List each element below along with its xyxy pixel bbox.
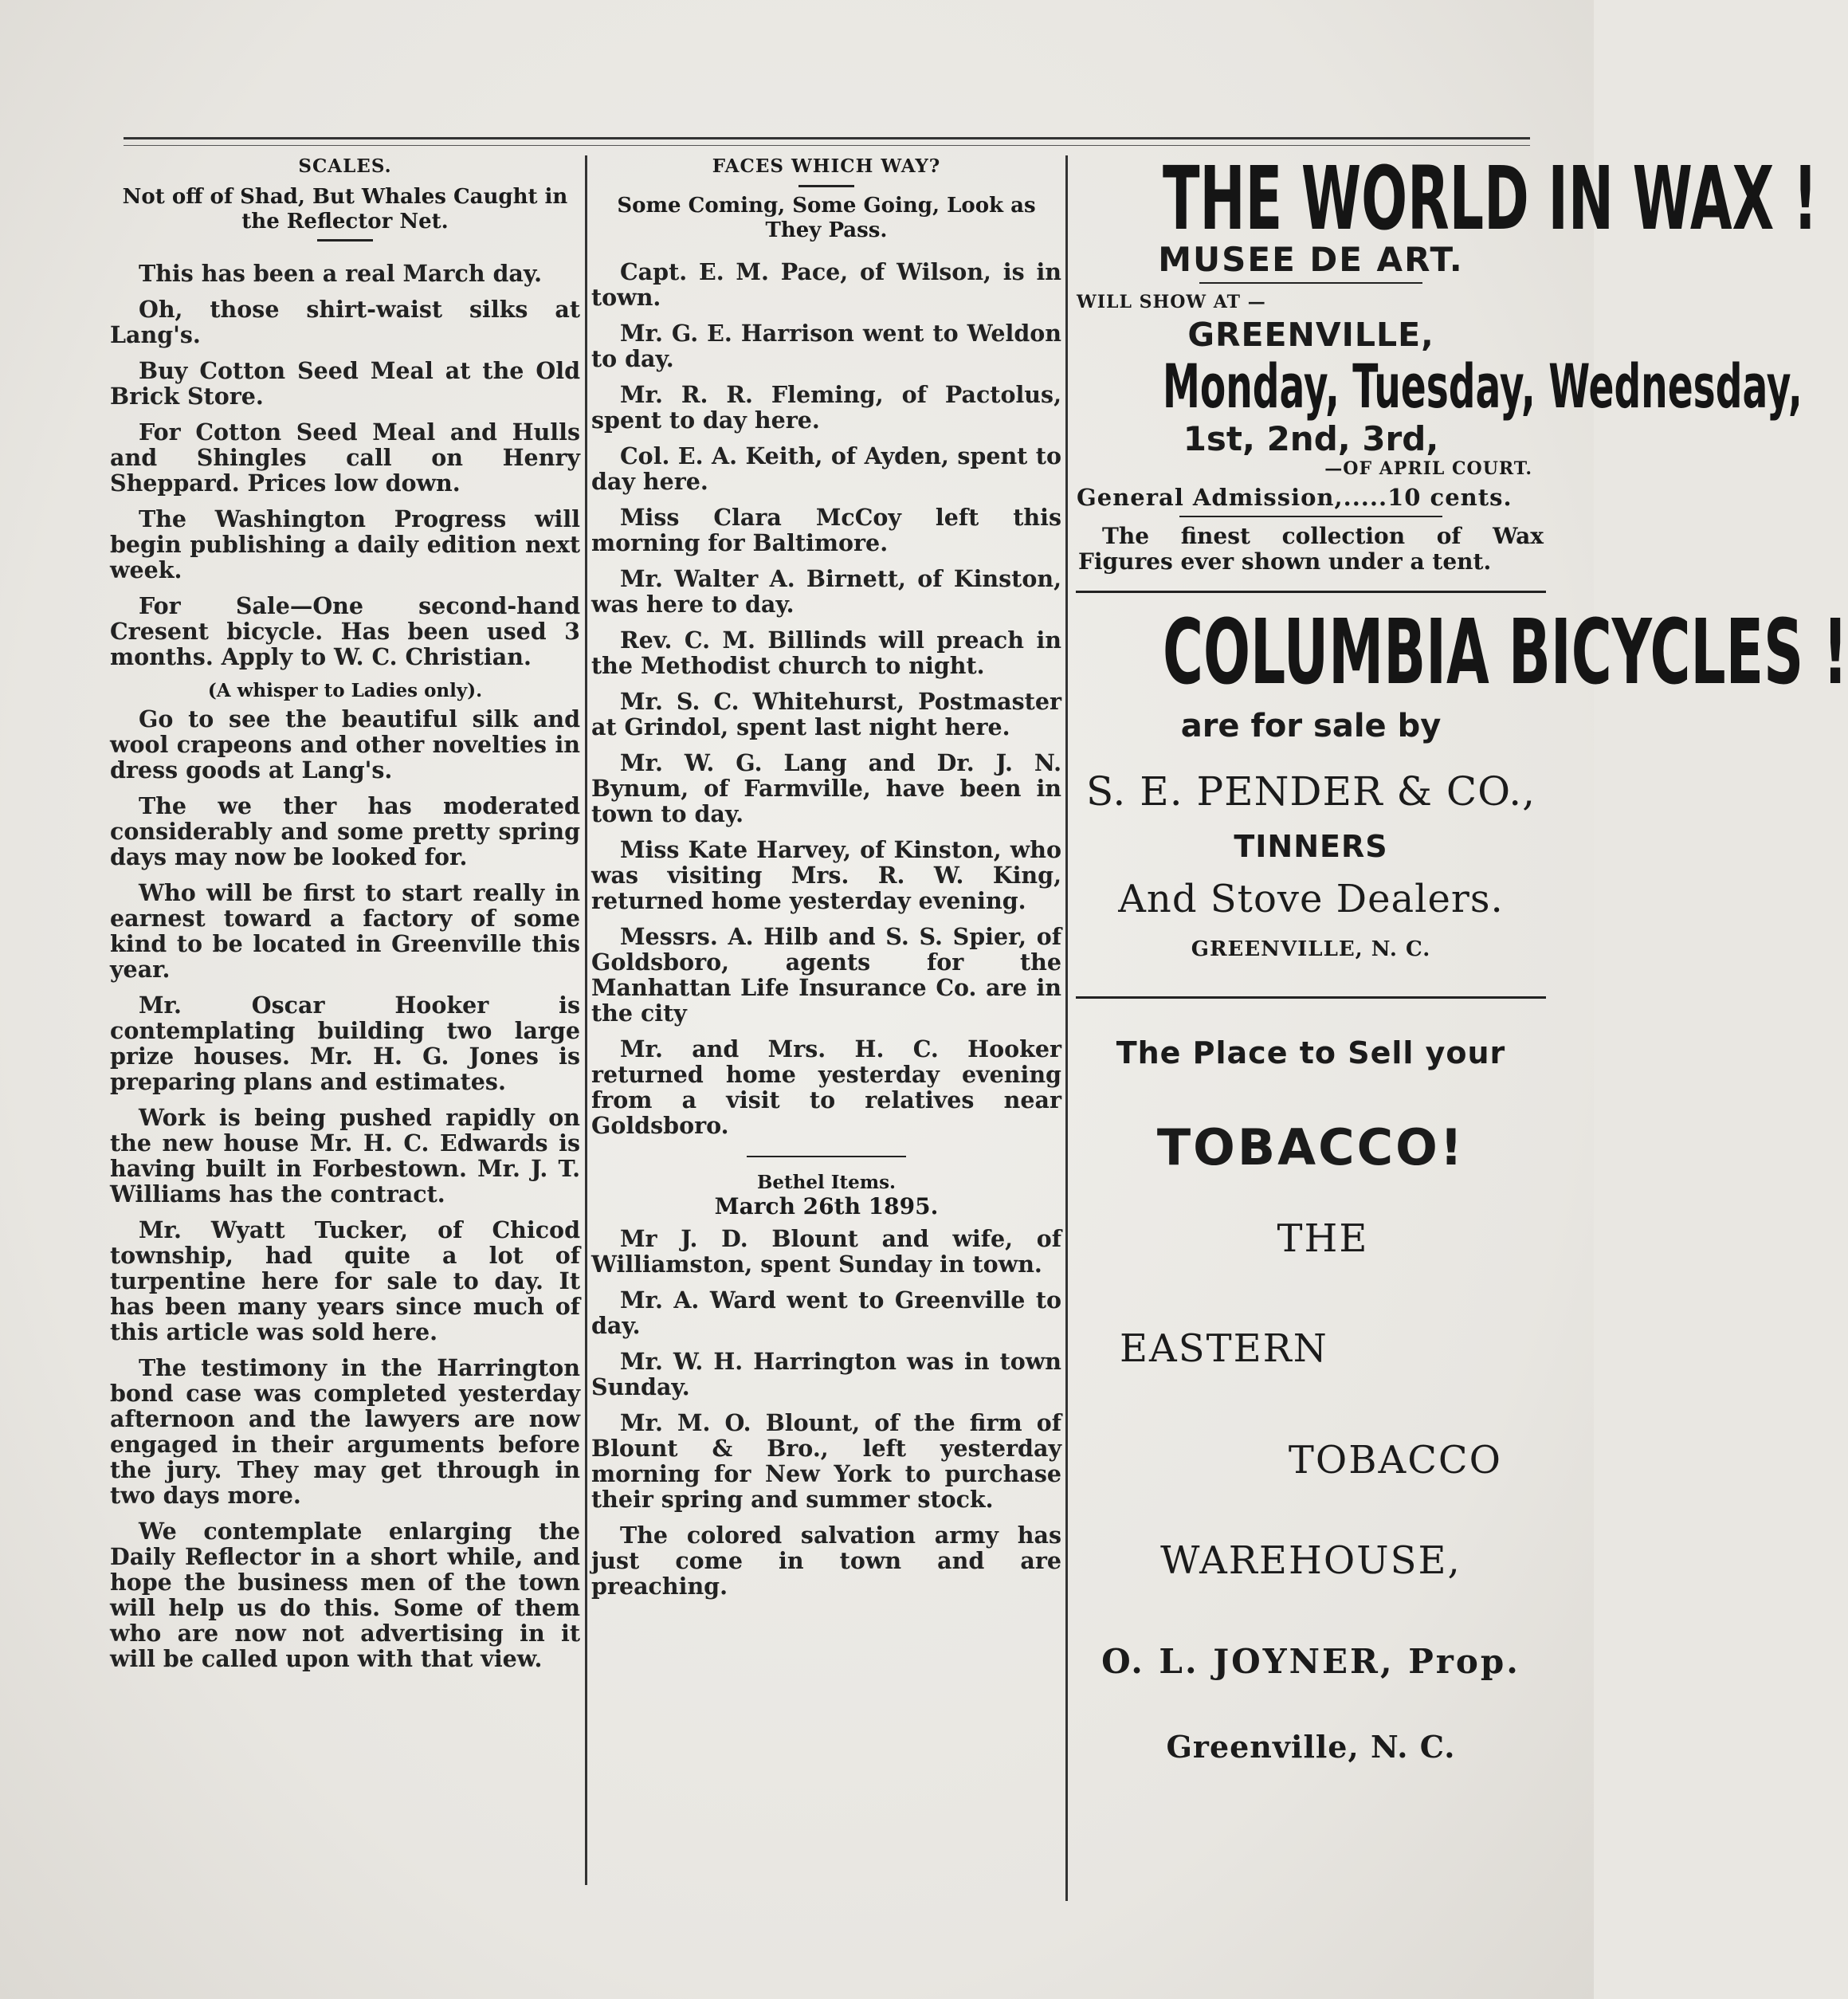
warehouse-tobacco: TOBACCO <box>1288 1438 1502 1483</box>
news-item: The testimony in the Harrington bond case was completed yesterday afternoon and the lawyers are now engaged in their arguments before the jury. They may get through in two days more. <box>110 1354 580 1509</box>
news-item: Oh, those shirt-waist silks at Lang's. <box>110 296 580 348</box>
news-item: Mr. W. G. Lang and Dr. J. N. Bynum, of Farmville, have been in town to day. <box>591 749 1061 827</box>
news-item: Mr. Oscar Hooker is contemplating building two large prize houses. Mr. H. G. Jones is preparing plans and estimates. <box>110 992 580 1095</box>
column-subheading: Not off of Shad, But Whales Caught in the Reflector Net. <box>122 185 568 234</box>
news-item: Col. E. A. Keith, of Ayden, spent to day here. <box>591 442 1061 495</box>
place-to-sell: The Place to Sell your <box>1116 1035 1506 1070</box>
news-item: Work is being pushed rapidly on the new house Mr. H. C. Edwards is having built in Forbestown. Mr. J. T. Williams has the contract. <box>110 1104 580 1208</box>
column-faces <box>591 155 1061 1609</box>
pender-name: S. E. PENDER & CO., <box>1085 768 1536 815</box>
column-heading: SCALES. <box>298 155 392 177</box>
bethel-date: March 26th 1895. <box>714 1193 939 1219</box>
wax-title: THE WORLD IN WAX ! <box>1163 147 1819 249</box>
court-label: —OF APRIL COURT. <box>1324 458 1532 479</box>
sale-by: are for sale by <box>1180 708 1442 744</box>
column-subheading: Some Coming, Some Going, Look as They Pass. <box>617 194 1036 242</box>
news-item: Capt. E. M. Pace, of Wilson, is in town. <box>591 258 1061 311</box>
news-item: Go to see the beautiful silk and wool crapeons and other novelties in dress goods at Lang's. <box>110 705 580 783</box>
news-item: The colored salvation army has just come in town and are preaching. <box>591 1522 1061 1600</box>
news-item: Mr. M. O. Blount, of the firm of Blount & Bro., left yesterday morning for New York to purchase their spring and summer stock. <box>591 1409 1061 1513</box>
ad-separator <box>1076 996 1546 999</box>
whisper-note: (A whisper to Ladies only). <box>207 680 483 701</box>
bicycle-advertisement <box>1072 601 1848 961</box>
news-item: Mr. and Mrs. H. C. Hooker returned home yesterday evening from a visit to relatives near Goldsboro. <box>591 1035 1061 1139</box>
news-item: Mr. W. H. Harrington was in town Sunday. <box>591 1348 1061 1400</box>
heading-rule <box>317 239 373 242</box>
news-item: Who will be first to start really in earnest toward a factory of some kind to be located in Greenville this year. <box>110 879 580 983</box>
news-item: For Cotton Seed Meal and Hulls and Shingles call on Henry Sheppard. Prices low down. <box>110 418 580 497</box>
news-item: Mr. R. R. Fleming, of Pactolus, spent to day here. <box>591 381 1061 434</box>
column-scales <box>110 155 580 1682</box>
news-item: Mr J. D. Blount and wife, of Williamston, spent Sunday in town. <box>591 1225 1061 1278</box>
admission-price: General Admission,.....10 cents. <box>1077 484 1513 511</box>
heading-rule <box>798 185 854 187</box>
warehouse-word: WAREHOUSE, <box>1160 1538 1462 1583</box>
show-dates: 1st, 2nd, 3rd, <box>1183 419 1439 458</box>
news-item: We contemplate enlarging the Daily Reflector in a short while, and hope the business men of the town will help us do this. Some of them who are now not advertising in it will be called upon with that view. <box>110 1518 580 1672</box>
stove-dealers: And Stove Dealers. <box>1118 877 1504 921</box>
news-item: This has been a real March day. <box>139 260 543 287</box>
musee-title: MUSEE DE ART. <box>1158 240 1464 279</box>
news-item: Miss Kate Harvey, of Kinston, who was visiting Mrs. R. W. King, returned home yesterday evening. <box>591 836 1061 914</box>
news-item: Mr. A. Ward went to Greenville to day. <box>591 1286 1061 1339</box>
news-item: Mr. Wyatt Tucker, of Chicod township, had quite a lot of turpentine here for sale to day. It has been many years since much of this article was sold here. <box>110 1216 580 1345</box>
warehouse-eastern: EASTERN <box>1120 1326 1328 1371</box>
news-item: The we ther has moderated considerably and some pretty spring days may now be looked for. <box>110 792 580 870</box>
will-show-label: WILL SHOW AT — <box>1077 292 1266 312</box>
tobacco-advertisement <box>1072 1035 1550 1765</box>
news-item: The Washington Progress will begin publishing a daily edition next week. <box>110 505 580 583</box>
news-item: Rev. C. M. Billinds will preach in the Methodist church to night. <box>591 626 1061 679</box>
news-item: Messrs. A. Hilb and S. S. Spier, of Goldsboro, agents for the Manhattan Life Insurance Co. are in the city <box>591 923 1061 1027</box>
news-item: Mr. S. C. Whitehurst, Postmaster at Grindol, spent last night here. <box>591 688 1061 740</box>
bethel-heading: Bethel Items. <box>756 1172 897 1193</box>
admission-rule <box>1179 516 1442 517</box>
top-rule <box>124 137 1530 139</box>
news-item: Mr. G. E. Harrison went to Weldon to day. <box>591 320 1061 372</box>
column-divider-2 <box>1065 155 1068 1901</box>
column-heading: FACES WHICH WAY? <box>712 155 941 177</box>
column-ads <box>1072 147 1848 1765</box>
proprietor-town: Greenville, N. C. <box>1166 1729 1456 1765</box>
section-rule <box>747 1156 906 1157</box>
top-rule-thin <box>124 145 1530 146</box>
news-item: Buy Cotton Seed Meal at the Old Brick Store. <box>110 357 580 410</box>
show-days: Monday, Tuesday, Wednesday, <box>1163 351 1803 422</box>
show-town: GREENVILLE, <box>1187 316 1434 354</box>
warehouse-the: THE <box>1277 1216 1369 1261</box>
ad-separator <box>1076 591 1546 593</box>
pender-town: GREENVILLE, N. C. <box>1191 937 1431 961</box>
news-item: For Sale—One second-hand Cresent bicycle. Has been used 3 months. Apply to W. C. Christian. <box>110 592 580 670</box>
tinners-label: TINNERS <box>1234 829 1388 864</box>
tobacco-title: TOBACCO! <box>1156 1118 1465 1176</box>
finest-collection: The finest collection of Wax Figures ever shown under a tent. <box>1078 523 1544 575</box>
proprietor-name: O. L. JOYNER, Prop. <box>1101 1642 1520 1681</box>
wax-advertisement <box>1072 147 1819 575</box>
columbia-title: COLUMBIA BICYCLES ! <box>1163 601 1848 705</box>
musee-rule <box>1199 282 1422 284</box>
news-item: Miss Clara McCoy left this morning for Baltimore. <box>591 504 1061 556</box>
column-divider-1 <box>585 155 587 1885</box>
news-item: Mr. Walter A. Birnett, of Kinston, was here to day. <box>591 565 1061 618</box>
